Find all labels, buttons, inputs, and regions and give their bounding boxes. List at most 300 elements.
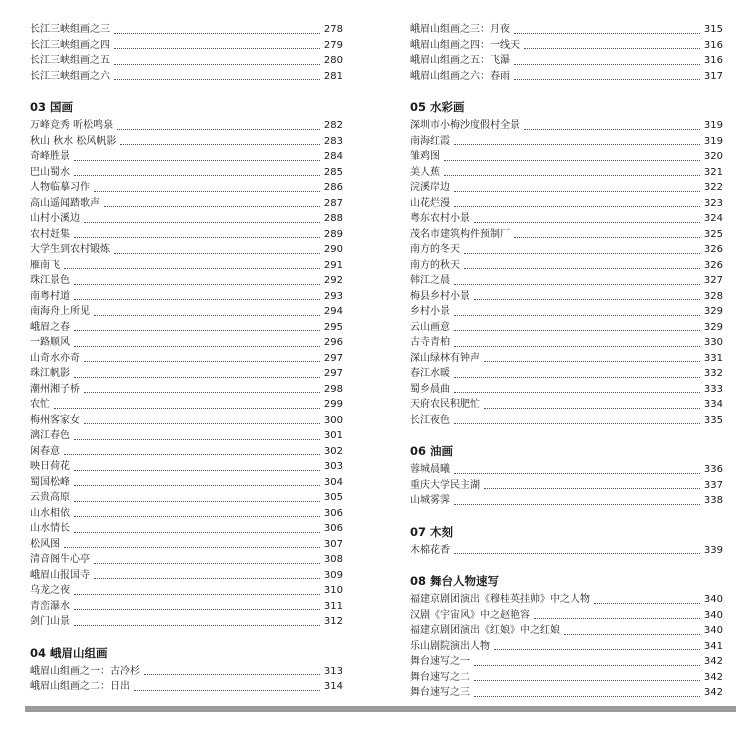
entry-page-number: 315 bbox=[703, 24, 723, 35]
entry-page-number: 291 bbox=[323, 259, 343, 271]
toc-entry[interactable] bbox=[410, 478, 723, 494]
dot-leader bbox=[74, 160, 320, 161]
toc-entry[interactable] bbox=[410, 623, 723, 639]
entry-title: 南海舟上所见 bbox=[30, 306, 90, 317]
section-heading: 08 舞台人物速写 bbox=[410, 574, 500, 588]
dot-leader bbox=[474, 222, 700, 223]
dot-leader bbox=[54, 408, 320, 409]
entry-page-number: 339 bbox=[703, 544, 723, 556]
toc-entry[interactable] bbox=[30, 134, 343, 150]
toc-section bbox=[410, 22, 723, 84]
entry-page-number: 303 bbox=[323, 461, 343, 472]
entry-page-number: 328 bbox=[703, 290, 723, 302]
entry-page-number: 340 bbox=[703, 609, 723, 621]
entry-page-number: 336 bbox=[703, 464, 723, 475]
dot-leader bbox=[454, 553, 700, 554]
entry-title: 人物临摹习作 bbox=[30, 182, 90, 193]
toc-entry[interactable] bbox=[410, 413, 723, 429]
entry-title: 舞台速写之一 bbox=[410, 656, 470, 667]
entry-title: 漓江春色 bbox=[30, 430, 70, 441]
entry-page-number: 314 bbox=[323, 681, 343, 692]
dot-leader bbox=[94, 315, 320, 316]
entry-page-number: 337 bbox=[703, 479, 723, 491]
dot-leader bbox=[454, 392, 700, 393]
entry-page-number: 310 bbox=[323, 585, 343, 596]
toc-section bbox=[30, 98, 343, 630]
entry-page-number: 326 bbox=[703, 259, 723, 271]
dot-leader bbox=[454, 423, 700, 424]
toc-entry[interactable] bbox=[30, 475, 343, 491]
entry-page-number: 340 bbox=[703, 594, 723, 605]
toc-entry[interactable] bbox=[30, 459, 343, 475]
dot-leader bbox=[74, 532, 320, 533]
toc-entry[interactable] bbox=[30, 227, 343, 243]
dot-leader bbox=[494, 649, 700, 650]
toc-section bbox=[410, 98, 723, 428]
dot-leader bbox=[74, 625, 320, 626]
entry-title: 长江三峡组画之六 bbox=[30, 70, 110, 82]
dot-leader bbox=[524, 48, 700, 49]
dot-leader bbox=[117, 129, 320, 130]
dot-leader bbox=[114, 79, 320, 80]
entry-page-number: 334 bbox=[703, 399, 723, 410]
dot-leader bbox=[74, 237, 320, 238]
toc-entry[interactable] bbox=[30, 22, 343, 38]
dot-leader bbox=[74, 284, 320, 285]
entry-page-number: 335 bbox=[703, 414, 723, 426]
toc-entry[interactable] bbox=[30, 180, 343, 196]
entry-title: 长江夜色 bbox=[410, 414, 450, 426]
entry-page-number: 342 bbox=[703, 671, 723, 683]
toc-entry[interactable] bbox=[30, 53, 343, 69]
toc-entry[interactable] bbox=[30, 599, 343, 615]
entry-page-number: 304 bbox=[323, 476, 343, 488]
dot-leader bbox=[94, 191, 320, 192]
entry-title: 云贵高原 bbox=[30, 492, 70, 503]
toc-entry[interactable] bbox=[410, 149, 723, 165]
entry-title: 长江三峡组画之三 bbox=[30, 24, 110, 35]
entry-title: 长江三峡组画之四 bbox=[30, 39, 110, 51]
dot-leader bbox=[134, 690, 320, 691]
entry-page-number: 342 bbox=[703, 656, 723, 667]
entry-page-number: 320 bbox=[703, 151, 723, 162]
entry-title: 浣溪岸边 bbox=[410, 182, 450, 193]
entry-page-number: 311 bbox=[323, 600, 343, 612]
dot-leader bbox=[474, 696, 700, 697]
toc-entry[interactable] bbox=[30, 382, 343, 398]
entry-page-number: 325 bbox=[703, 228, 723, 240]
toc-entry[interactable] bbox=[410, 211, 723, 227]
entry-title: 韩江之晨 bbox=[410, 275, 450, 286]
dot-leader bbox=[94, 563, 320, 564]
toc-entry[interactable] bbox=[30, 335, 343, 351]
entry-page-number: 327 bbox=[703, 275, 723, 286]
toc-entry[interactable] bbox=[30, 366, 343, 382]
toc-entry[interactable] bbox=[410, 366, 723, 382]
dot-leader bbox=[454, 191, 700, 192]
toc-entry[interactable] bbox=[30, 38, 343, 54]
entry-title: 珠江景色 bbox=[30, 275, 70, 286]
toc-entry[interactable] bbox=[410, 53, 723, 69]
toc-section bbox=[30, 22, 343, 84]
toc-entry[interactable] bbox=[410, 180, 723, 196]
dot-leader bbox=[474, 665, 700, 666]
entry-title: 山城雾霁 bbox=[410, 495, 450, 506]
dot-leader bbox=[74, 501, 320, 502]
entry-page-number: 297 bbox=[323, 368, 343, 379]
entry-title: 山水相依 bbox=[30, 507, 70, 519]
entry-title: 山水情长 bbox=[30, 523, 70, 534]
dot-leader bbox=[564, 634, 700, 635]
toc-entry[interactable] bbox=[30, 242, 343, 258]
toc-entry[interactable] bbox=[410, 654, 723, 670]
toc-entry[interactable] bbox=[410, 22, 723, 38]
entry-page-number: 331 bbox=[703, 352, 723, 364]
dot-leader bbox=[484, 361, 700, 362]
toc-entry[interactable] bbox=[30, 506, 343, 522]
entry-page-number: 282 bbox=[323, 120, 343, 131]
entry-title: 梅县乡村小景 bbox=[410, 290, 470, 302]
entry-page-number: 319 bbox=[703, 135, 723, 147]
entry-page-number: 289 bbox=[323, 228, 343, 240]
entry-title: 高山遥闻踏歌声 bbox=[30, 197, 100, 209]
dot-leader bbox=[144, 674, 320, 675]
toc-entry[interactable] bbox=[30, 664, 343, 680]
toc-entry[interactable] bbox=[410, 134, 723, 150]
entry-title: 乌龙之夜 bbox=[30, 585, 70, 596]
entry-title: 映日荷花 bbox=[30, 461, 70, 472]
dot-leader bbox=[514, 64, 700, 65]
dot-leader bbox=[454, 473, 700, 474]
entry-page-number: 313 bbox=[323, 665, 343, 677]
toc-entry[interactable] bbox=[410, 304, 723, 320]
toc-entry[interactable] bbox=[410, 242, 723, 258]
entry-page-number: 342 bbox=[703, 687, 723, 698]
section-heading: 07 木刻 bbox=[410, 524, 454, 539]
entry-title: 峨眉山组画之五：飞瀑 bbox=[410, 55, 510, 66]
entry-page-number: 329 bbox=[703, 306, 723, 317]
entry-page-number: 338 bbox=[703, 495, 723, 506]
dot-leader bbox=[74, 470, 320, 471]
entry-title: 雁南飞 bbox=[30, 259, 60, 271]
entry-page-number: 293 bbox=[323, 290, 343, 302]
entry-title: 蓉城晨曦 bbox=[410, 464, 450, 475]
entry-page-number: 290 bbox=[323, 244, 343, 255]
toc-entry[interactable] bbox=[30, 351, 343, 367]
entry-page-number: 279 bbox=[323, 39, 343, 51]
entry-page-number: 278 bbox=[323, 24, 343, 35]
toc-entry[interactable] bbox=[30, 413, 343, 429]
entry-title: 汉剧《宇宙风》中之赵艳容 bbox=[410, 609, 530, 621]
dot-leader bbox=[104, 206, 320, 207]
dot-leader bbox=[84, 361, 320, 362]
entry-title: 峨眉山组画之六：春雨 bbox=[410, 70, 510, 82]
toc-entry[interactable] bbox=[30, 273, 343, 289]
entry-title: 古寺青柏 bbox=[410, 337, 450, 348]
toc-entry[interactable] bbox=[410, 592, 723, 608]
entry-title: 农忙 bbox=[30, 399, 50, 410]
section-heading: 05 水彩画 bbox=[410, 100, 465, 114]
toc-entry[interactable] bbox=[410, 69, 723, 85]
toc-entry[interactable] bbox=[30, 165, 343, 181]
entry-title: 南海红霞 bbox=[410, 135, 450, 147]
dot-leader bbox=[464, 253, 700, 254]
toc-entry[interactable] bbox=[410, 493, 723, 509]
toc-right-column bbox=[410, 22, 723, 715]
entry-title: 剑门山景 bbox=[30, 616, 70, 627]
dot-leader bbox=[74, 594, 320, 595]
dot-leader bbox=[464, 268, 700, 269]
entry-page-number: 308 bbox=[323, 554, 343, 565]
entry-title: 云山画意 bbox=[410, 321, 450, 333]
entry-page-number: 329 bbox=[703, 321, 723, 333]
toc-entry[interactable] bbox=[410, 118, 723, 134]
dot-leader bbox=[74, 175, 320, 176]
entry-page-number: 294 bbox=[323, 306, 343, 317]
entry-page-number: 297 bbox=[323, 352, 343, 364]
dot-leader bbox=[444, 175, 700, 176]
entry-page-number: 283 bbox=[323, 135, 343, 147]
dot-leader bbox=[74, 299, 320, 300]
entry-page-number: 340 bbox=[703, 625, 723, 636]
entry-page-number: 284 bbox=[323, 151, 343, 162]
dot-leader bbox=[484, 488, 700, 489]
entry-title: 雏鸡图 bbox=[410, 151, 440, 162]
dot-leader bbox=[64, 268, 320, 269]
dot-leader bbox=[474, 680, 700, 681]
entry-title: 珠江帆影 bbox=[30, 368, 70, 379]
entry-title: 秋山 秋水 松风帆影 bbox=[30, 135, 117, 147]
entry-title: 深山绿林有钟声 bbox=[410, 352, 480, 364]
entry-page-number: 295 bbox=[323, 321, 343, 333]
dot-leader bbox=[74, 439, 320, 440]
entry-title: 木棉花香 bbox=[410, 544, 450, 556]
toc-entry[interactable] bbox=[30, 211, 343, 227]
entry-page-number: 322 bbox=[703, 182, 723, 193]
toc-entry[interactable] bbox=[30, 428, 343, 444]
entry-page-number: 300 bbox=[323, 414, 343, 426]
toc-entry[interactable] bbox=[410, 289, 723, 305]
toc-entry[interactable] bbox=[30, 583, 343, 599]
dot-leader bbox=[74, 377, 320, 378]
entry-page-number: 299 bbox=[323, 399, 343, 410]
entry-title: 重庆大学民主湖 bbox=[410, 479, 480, 491]
entry-page-number: 319 bbox=[703, 120, 723, 131]
toc-section bbox=[410, 523, 723, 559]
entry-title: 巴山蜀水 bbox=[30, 166, 70, 178]
dot-leader bbox=[514, 79, 700, 80]
dot-leader bbox=[514, 33, 700, 34]
dot-leader bbox=[454, 330, 700, 331]
entry-title: 潮州湘子桥 bbox=[30, 383, 80, 395]
dot-leader bbox=[74, 609, 320, 610]
dot-leader bbox=[484, 408, 700, 409]
entry-page-number: 301 bbox=[323, 430, 343, 441]
entry-page-number: 292 bbox=[323, 275, 343, 286]
entry-title: 峨眉之春 bbox=[30, 321, 70, 333]
entry-page-number: 306 bbox=[323, 507, 343, 519]
toc-entry[interactable] bbox=[30, 69, 343, 85]
entry-title: 南方的秋天 bbox=[410, 259, 460, 271]
toc-section bbox=[410, 572, 723, 701]
toc-entry[interactable] bbox=[410, 38, 723, 54]
toc-entry[interactable] bbox=[410, 165, 723, 181]
toc-entry[interactable] bbox=[30, 118, 343, 134]
entry-title: 青峦瀑水 bbox=[30, 600, 70, 612]
toc-left-column bbox=[30, 22, 343, 709]
entry-title: 长江三峡组画之五 bbox=[30, 55, 110, 66]
entry-page-number: 288 bbox=[323, 213, 343, 224]
entry-page-number: 316 bbox=[703, 55, 723, 66]
entry-title: 峨眉山组画之一：古冷杉 bbox=[30, 665, 140, 677]
entry-page-number: 306 bbox=[323, 523, 343, 534]
entry-page-number: 280 bbox=[323, 55, 343, 66]
entry-page-number: 309 bbox=[323, 569, 343, 581]
entry-title: 蜀国松峰 bbox=[30, 476, 70, 488]
entry-page-number: 298 bbox=[323, 383, 343, 395]
entry-title: 闲春意 bbox=[30, 445, 60, 457]
toc-entry[interactable] bbox=[410, 227, 723, 243]
dot-leader bbox=[514, 237, 700, 238]
entry-title: 松风图 bbox=[30, 538, 60, 550]
toc-entry[interactable] bbox=[410, 351, 723, 367]
entry-title: 舞台速写之三 bbox=[410, 687, 470, 698]
entry-title: 美人蕉 bbox=[410, 166, 440, 178]
entry-title: 蜀乡晨曲 bbox=[410, 383, 450, 395]
dot-leader bbox=[474, 299, 700, 300]
dot-leader bbox=[454, 504, 700, 505]
entry-page-number: 281 bbox=[323, 70, 343, 82]
dot-leader bbox=[534, 618, 700, 619]
toc-entry[interactable] bbox=[30, 304, 343, 320]
entry-title: 乐山剧院演出人物 bbox=[410, 640, 490, 652]
toc-entry[interactable] bbox=[30, 289, 343, 305]
dot-leader bbox=[64, 547, 320, 548]
toc-entry[interactable] bbox=[30, 614, 343, 630]
entry-page-number: 333 bbox=[703, 383, 723, 395]
dot-leader bbox=[74, 346, 320, 347]
entry-title: 春江水暖 bbox=[410, 368, 450, 379]
dot-leader bbox=[74, 485, 320, 486]
entry-page-number: 323 bbox=[703, 197, 723, 209]
entry-title: 梅州客家女 bbox=[30, 414, 80, 426]
toc-entry[interactable] bbox=[410, 273, 723, 289]
toc-entry[interactable] bbox=[30, 490, 343, 506]
toc-section bbox=[30, 644, 343, 695]
dot-leader bbox=[74, 330, 320, 331]
toc-entry[interactable] bbox=[30, 149, 343, 165]
entry-title: 峨眉山组画之四：一线天 bbox=[410, 39, 520, 51]
entry-page-number: 326 bbox=[703, 244, 723, 255]
toc-entry[interactable] bbox=[410, 639, 723, 655]
toc-entry[interactable] bbox=[30, 258, 343, 274]
toc-entry[interactable] bbox=[30, 444, 343, 460]
dot-leader bbox=[444, 160, 700, 161]
entry-title: 福建京剧团演出《穆桂英挂帅》中之人物 bbox=[410, 594, 590, 605]
dot-leader bbox=[120, 144, 320, 145]
dot-leader bbox=[524, 129, 700, 130]
dot-leader bbox=[454, 144, 700, 145]
toc-entry[interactable] bbox=[30, 521, 343, 537]
section-heading: 04 峨眉山组画 bbox=[30, 645, 108, 660]
toc-entry[interactable] bbox=[30, 196, 343, 212]
entry-title: 奇峰胜景 bbox=[30, 151, 70, 162]
toc-entry[interactable] bbox=[410, 397, 723, 413]
entry-page-number: 285 bbox=[323, 166, 343, 178]
toc-entry[interactable] bbox=[30, 679, 343, 695]
dot-leader bbox=[94, 578, 320, 579]
dot-leader bbox=[84, 423, 320, 424]
entry-page-number: 302 bbox=[323, 445, 343, 457]
entry-title: 一路顺风 bbox=[30, 337, 70, 348]
entry-title: 清音阁牛心亭 bbox=[30, 554, 90, 565]
section-heading: 03 国画 bbox=[30, 100, 74, 114]
entry-title: 福建京剧团演出《红娘》中之红娘 bbox=[410, 625, 560, 636]
entry-title: 深圳市小梅沙度假村全景 bbox=[410, 120, 520, 131]
entry-title: 山奇水亦奇 bbox=[30, 352, 80, 364]
entry-title: 南方的冬天 bbox=[410, 244, 460, 255]
entry-page-number: 321 bbox=[703, 166, 723, 178]
toc-entry[interactable] bbox=[30, 537, 343, 553]
dot-leader bbox=[114, 48, 320, 49]
toc-entry[interactable] bbox=[410, 608, 723, 624]
entry-title: 山村小溪边 bbox=[30, 213, 80, 224]
dot-leader bbox=[74, 516, 320, 517]
entry-title: 乡村小景 bbox=[410, 306, 450, 317]
dot-leader bbox=[454, 206, 700, 207]
entry-title: 南粤村道 bbox=[30, 290, 70, 302]
entry-page-number: 286 bbox=[323, 182, 343, 193]
dot-leader bbox=[454, 377, 700, 378]
dot-leader bbox=[114, 33, 320, 34]
dot-leader bbox=[84, 222, 320, 223]
entry-page-number: 296 bbox=[323, 337, 343, 348]
entry-page-number: 324 bbox=[703, 213, 723, 224]
toc-entry[interactable] bbox=[410, 382, 723, 398]
entry-title: 山花烂漫 bbox=[410, 197, 450, 209]
toc-entry[interactable] bbox=[30, 568, 343, 584]
toc-entry[interactable] bbox=[410, 685, 723, 701]
page-bottom-bar bbox=[25, 706, 736, 712]
entry-title: 万峰竞秀 听松鸣泉 bbox=[30, 120, 114, 131]
entry-title: 舞台速写之二 bbox=[410, 671, 470, 683]
toc-entry[interactable] bbox=[410, 196, 723, 212]
dot-leader bbox=[454, 346, 700, 347]
entry-page-number: 330 bbox=[703, 337, 723, 348]
toc-entry[interactable] bbox=[30, 320, 343, 336]
toc-entry[interactable] bbox=[410, 258, 723, 274]
entry-page-number: 332 bbox=[703, 368, 723, 379]
entry-title: 天府农民积肥忙 bbox=[410, 399, 480, 410]
dot-leader bbox=[114, 253, 320, 254]
toc-entry[interactable] bbox=[410, 543, 723, 559]
toc-entry[interactable] bbox=[30, 397, 343, 413]
entry-page-number: 305 bbox=[323, 492, 343, 503]
entry-title: 峨眉山报国寺 bbox=[30, 569, 90, 581]
entry-page-number: 287 bbox=[323, 197, 343, 209]
toc-entry[interactable] bbox=[410, 335, 723, 351]
toc-entry[interactable] bbox=[410, 320, 723, 336]
dot-leader bbox=[454, 284, 700, 285]
toc-entry[interactable] bbox=[410, 670, 723, 686]
entry-page-number: 317 bbox=[703, 70, 723, 82]
dot-leader bbox=[84, 392, 320, 393]
toc-entry[interactable] bbox=[410, 462, 723, 478]
toc-entry[interactable] bbox=[30, 552, 343, 568]
entry-title: 农村赶集 bbox=[30, 228, 70, 240]
entry-page-number: 341 bbox=[703, 640, 723, 652]
entry-page-number: 307 bbox=[323, 538, 343, 550]
